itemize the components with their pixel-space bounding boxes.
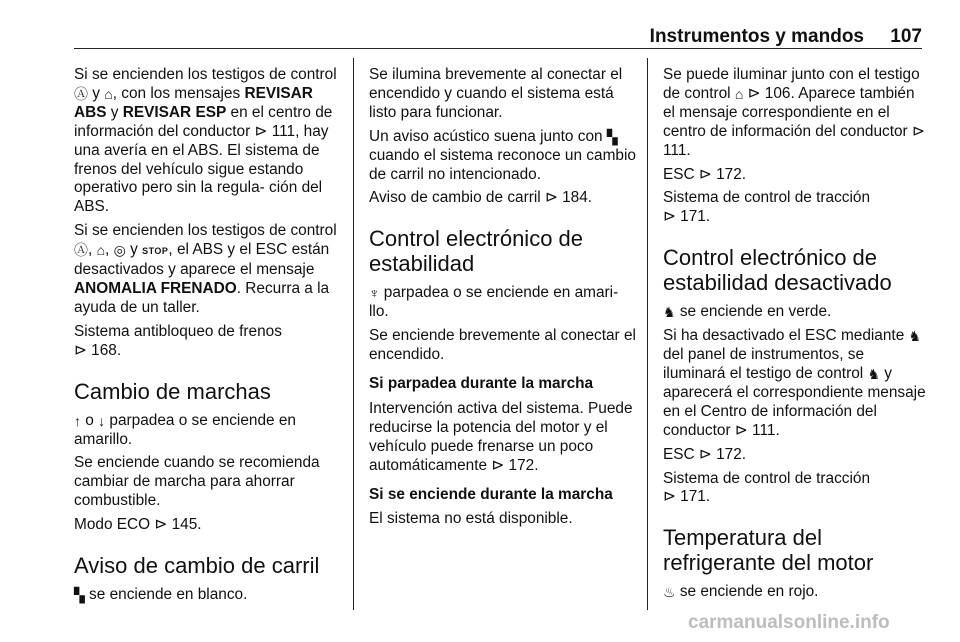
paragraph: ESC ⊳ 172.	[663, 165, 747, 183]
page-ref-arrow-icon: ⊳	[544, 189, 558, 207]
page-ref-arrow-icon: ⊳	[491, 456, 505, 474]
paragraph: Modo ECO ⊳ 145.	[74, 516, 202, 534]
paragraph: ♞ se enciende en verde.	[663, 303, 832, 321]
paragraph: Sistema de control de tracción ⊳ 171.	[663, 469, 871, 506]
esc-icon: ♆	[369, 285, 380, 302]
paragraph: Se ilumina brevemente al conectar el encendido y cuando el sistema está listo para funcionar.	[369, 66, 623, 121]
page-ref-arrow-icon: ⊳	[911, 122, 925, 140]
paragraph: Se enciende cuando se recomienda cambiar de marcha para ahorrar combustible.	[74, 454, 320, 510]
page-ref-arrow-icon: ⊳	[254, 122, 268, 140]
lane-departure-icon: ▚	[606, 128, 618, 145]
shift-down-icon: ↓	[98, 412, 106, 429]
subheading-parpadea: Si parpadea durante la marcha	[369, 374, 594, 392]
page-ref-arrow-icon: ⊳	[698, 445, 712, 463]
lane-departure-icon: ▚	[74, 587, 85, 604]
paragraph: Intervención activa del sistema. Puede reducirse la potencia del motor y el vehículo puede frenarse un poco automáticamente ⊳ 172.	[369, 399, 633, 474]
paragraph: El sistema no está disponible.	[369, 510, 573, 528]
coolant-temperature-icon: ♨	[663, 584, 676, 601]
paragraph: ♆ parpadea o se enciende en amari‐ llo.	[369, 284, 619, 321]
esc-off-icon: ♞	[908, 328, 922, 345]
paragraph: ▚ se enciende en blanco.	[74, 586, 248, 604]
page-ref-arrow-icon: ⊳	[734, 421, 748, 439]
paragraph: ESC ⊳ 172.	[663, 445, 747, 463]
column-3	[663, 66, 927, 607]
page-ref-arrow-icon: ⊳	[698, 165, 712, 183]
page-ref-arrow-icon: ⊳	[747, 84, 761, 102]
esc-icon: ⌂	[734, 85, 744, 102]
stop-icon: STOP	[142, 246, 169, 257]
paragraph: Aviso de cambio de carril ⊳ 184.	[369, 189, 593, 207]
esc-off-icon: ♞	[867, 365, 881, 382]
page-ref-arrow-icon: ⊳	[154, 516, 168, 534]
page-header	[74, 0, 922, 49]
paragraph: Si se encienden los testigos de control Ⓐ, ⌂, ◎ y STOP, el ABS y el ESC están desactivados y aparece el mensaje ANOMALIA FRENADO. Recurra a la ayuda de un taller.	[74, 222, 337, 316]
paragraph: Sistema de control de tracción ⊳ 171.	[663, 189, 871, 226]
column-divider	[353, 58, 354, 610]
page-ref-arrow-icon: ⊳	[74, 341, 87, 359]
heading-cambio-de-marchas: Cambio de marchas	[74, 378, 271, 404]
watermark: carmanualsonline.info	[688, 612, 890, 633]
esc-icon: ⌂	[96, 242, 106, 259]
column-divider	[647, 58, 648, 610]
paragraph: Un aviso acústico suena junto con ▚ cuando el sistema reconoce un cambio de carril no intencionado.	[369, 127, 636, 183]
brake-warning-icon: ◎	[113, 242, 126, 259]
paragraph: ♨ se enciende en rojo.	[663, 583, 819, 601]
section-title: Instrumentos y mandos	[649, 26, 864, 47]
paragraph: Si se encienden los testigos de control Ⓐ y ⌂, con los mensajes REVISAR ABS y REVISAR ESP en el centro de información del conductor ⊳ 111, hay una avería en el ABS. El sistema de frenos del vehículo sigue estando operativo pero sin la regula‐ ción del ABS.	[74, 66, 337, 216]
column-1	[74, 66, 346, 610]
heading-aviso-cambio-carril: Aviso de cambio de carril	[74, 553, 320, 579]
paragraph: Si ha desactivado el ESC mediante ♞ del panel de instrumentos, se iluminará el testigo de control ♞ y aparecerá el correspondiente mensaje en el Centro de información del conductor ⊳ 111.	[663, 327, 926, 439]
page-ref-arrow-icon: ⊳	[663, 208, 676, 226]
esc-off-icon: ♞	[663, 304, 676, 321]
heading-control-electronico: Control electrónico de estabilidad	[369, 226, 584, 277]
heading-esc-desactivado: Control electrónico de estabilidad desactivado	[663, 245, 892, 296]
subheading-enciende: Si se enciende durante la marcha	[369, 485, 613, 503]
paragraph: Sistema antibloqueo de frenos ⊳ 168.	[74, 322, 282, 359]
page-number: 107	[890, 26, 922, 47]
abs-warning-icon: Ⓐ	[74, 85, 88, 102]
paragraph: Se enciende brevemente al conectar el encendido.	[369, 327, 636, 364]
column-2	[369, 66, 637, 534]
paragraph: ↑ o ↓ parpadea o se enciende en amarillo.	[74, 411, 296, 448]
shift-up-icon: ↑	[74, 412, 81, 429]
abs-warning-icon: Ⓐ	[74, 242, 88, 259]
heading-temperatura-refrigerante: Temperatura del refrigerante del motor	[663, 525, 874, 576]
page-ref-arrow-icon: ⊳	[663, 488, 676, 506]
esc-icon: ⌂	[104, 85, 113, 102]
paragraph: Se puede iluminar junto con el testigo de control ⌂ ⊳ 106. Aparece también el mensaje correspondiente en el centro de información del conductor ⊳ 111.	[663, 66, 925, 159]
